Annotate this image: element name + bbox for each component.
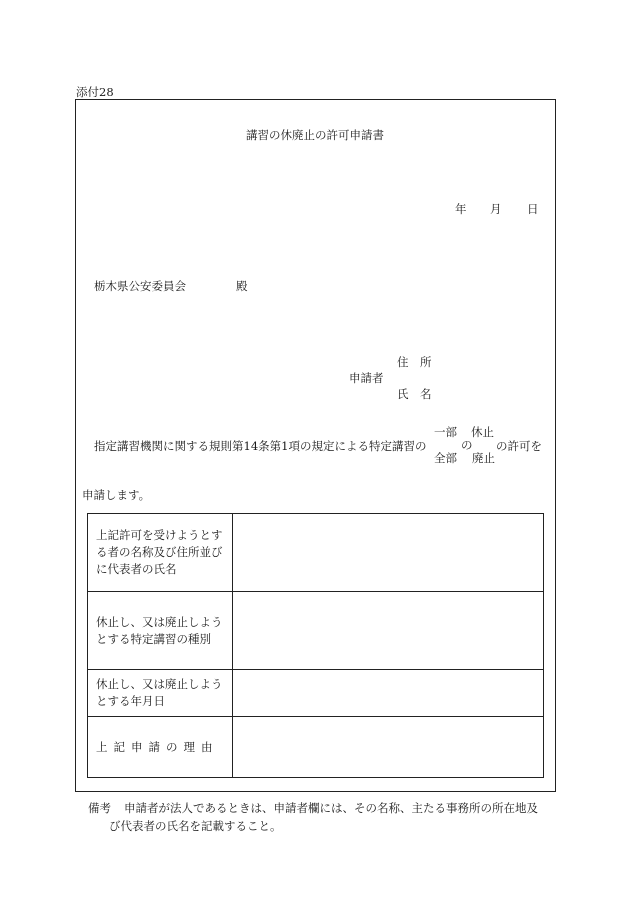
row-label-date: 休止し、又は廃止しようとする年月日: [88, 670, 233, 717]
row-label-applicant-info: 上記許可を受けようとする者の名称及び住所並びに代表者の氏名: [88, 514, 233, 592]
addressee: 栃木県公安委員会: [94, 279, 186, 293]
row-value-course-type[interactable]: [233, 592, 544, 670]
body-continuation: 申請します。: [82, 488, 151, 502]
date-month-label: 月: [490, 202, 502, 216]
form-title: 講習の休廃止の許可申請書: [246, 128, 384, 142]
body-text: 指定講習機関に関する規則第14条第1項の規定による特定講習の: [94, 439, 427, 453]
date-year-label: 年: [455, 202, 467, 216]
row-value-date[interactable]: [233, 670, 544, 717]
applicant-address-label: 住 所: [397, 355, 432, 369]
row-value-applicant-info[interactable]: [233, 514, 544, 592]
date-day-label: 日: [527, 202, 539, 216]
option-suspend: 休止: [471, 425, 494, 439]
table-row: [88, 670, 544, 717]
note-line-2: び代表者の氏名を記載すること。: [109, 819, 282, 833]
option-full: 全部: [434, 451, 457, 465]
table-row: [88, 592, 544, 670]
application-details-table: [87, 513, 544, 778]
attachment-label: 添付28: [76, 85, 114, 99]
body-suffix: の許可を: [496, 439, 542, 453]
option-partial: 一部: [434, 425, 457, 439]
row-label-course-type: 休止し、又は廃止しようとする特定講習の種別: [88, 592, 233, 670]
table-row: [88, 514, 544, 592]
honorific: 殿: [236, 279, 248, 293]
option-connector: の: [461, 438, 473, 452]
row-value-reason[interactable]: [233, 717, 544, 778]
option-abolish: 廃止: [472, 451, 495, 465]
note-line-1: 申請者が法人であるときは、申請者欄には、その名称、主たる事務所の所在地及: [124, 801, 538, 815]
applicant-label: 申請者: [349, 371, 384, 385]
note-label: 備考: [88, 801, 111, 815]
row-label-reason: 上記申請の理由: [88, 717, 233, 778]
table-row: [88, 717, 544, 778]
applicant-name-label: 氏 名: [397, 387, 432, 401]
